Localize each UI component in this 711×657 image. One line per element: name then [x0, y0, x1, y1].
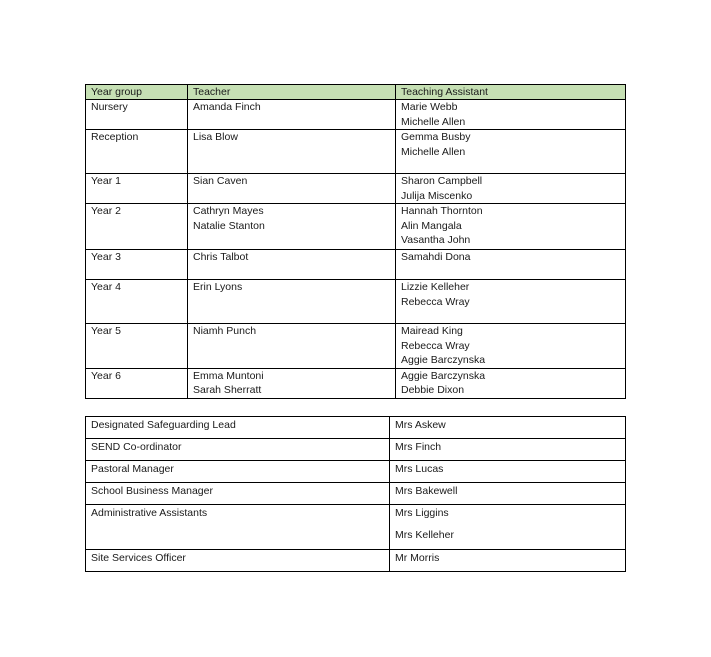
header-year-group: Year group	[86, 85, 188, 100]
teaching-assistant-name: Lizzie Kelleher	[401, 281, 470, 293]
teacher-cell	[188, 250, 396, 280]
teacher-cell	[188, 280, 396, 324]
role-cell	[86, 550, 390, 572]
year-group-cell	[86, 100, 188, 130]
teaching-assistant-name: Mairead King	[401, 325, 463, 337]
teaching-assistant-name: Samahdi Dona	[401, 251, 471, 263]
teaching-assistant-name: Marie Webb	[401, 101, 458, 113]
role-cell	[86, 505, 390, 550]
year-group-cell	[86, 324, 188, 369]
year-group-cell	[86, 204, 188, 250]
person-name: Mrs Lucas	[395, 463, 444, 475]
teaching-assistant-name: Michelle Allen	[401, 115, 466, 128]
year-group-cell	[86, 280, 188, 324]
teaching-assistant-name: Julija Miscenko	[401, 189, 473, 202]
person-name: Mrs Liggins	[395, 507, 449, 519]
staff-table	[85, 84, 626, 399]
role-cell	[86, 439, 390, 461]
staff-table-header	[86, 85, 626, 100]
table-row	[86, 100, 626, 130]
role-title: School Business Manager	[91, 485, 213, 497]
teaching-assistant-name: Alin Mangala	[401, 219, 462, 232]
teaching-assistant-name: Hannah Thornton	[401, 205, 483, 217]
year-group-cell	[86, 250, 188, 280]
teaching-assistant-cell	[396, 100, 626, 130]
teaching-assistant-cell	[396, 368, 626, 398]
role-title: Pastoral Manager	[91, 463, 174, 475]
header-teacher: Teacher	[188, 85, 396, 100]
table-row	[86, 204, 626, 250]
teacher-name: Erin Lyons	[193, 281, 243, 293]
year-group-cell	[86, 130, 188, 174]
teacher-name: Sarah Sherratt	[193, 384, 262, 396]
year-group: Year 3	[91, 251, 121, 263]
year-group: Year 4	[91, 281, 121, 293]
teaching-assistant-name: Rebecca Wray	[401, 295, 470, 308]
teaching-assistant-name: Michelle Allen	[401, 145, 466, 158]
teaching-assistant-cell	[396, 324, 626, 369]
teacher-name: Niamh Punch	[193, 325, 257, 337]
table-row	[86, 280, 626, 324]
teaching-assistant-name: Vasantha John	[401, 234, 471, 246]
table-row	[86, 461, 626, 483]
role-title: Site Services Officer	[91, 552, 186, 564]
table-row	[86, 550, 626, 572]
teaching-assistant-cell	[396, 204, 626, 250]
table-row	[86, 250, 626, 280]
teacher-name: Chris Talbot	[193, 251, 249, 263]
teacher-cell	[188, 204, 396, 250]
year-group: Year 6	[91, 369, 121, 382]
role-cell	[86, 461, 390, 483]
role-title: SEND Co-ordinator	[91, 441, 182, 453]
person-name: Mrs Finch	[395, 441, 442, 453]
person-cell	[390, 417, 626, 439]
year-group: Reception	[91, 131, 139, 143]
teaching-assistant-cell	[396, 280, 626, 324]
year-group-cell	[86, 368, 188, 398]
table-row	[86, 505, 626, 550]
teaching-assistant-cell	[396, 250, 626, 280]
header-teaching-assistant: Teaching Assistant	[396, 85, 626, 100]
table-row	[86, 324, 626, 369]
person-name: Mrs Kelleher	[395, 529, 454, 541]
teacher-cell	[188, 368, 396, 398]
teaching-assistant-name: Rebecca Wray	[401, 339, 470, 352]
teaching-assistant-name: Aggie Barczynska	[401, 354, 486, 366]
person-cell	[390, 505, 626, 550]
table-row	[86, 174, 626, 204]
year-group: Year 5	[91, 325, 121, 337]
roles-table	[85, 416, 626, 572]
teacher-name: Natalie Stanton	[193, 219, 265, 232]
teacher-cell	[188, 130, 396, 174]
year-group: Nursery	[91, 101, 128, 113]
table-row	[86, 368, 626, 398]
teacher-name: Cathryn Mayes	[193, 205, 264, 217]
teacher-name: Emma Muntoni	[193, 369, 264, 382]
teacher-name: Amanda Finch	[193, 101, 261, 113]
person-cell	[390, 439, 626, 461]
role-title: Administrative Assistants	[91, 507, 208, 519]
teacher-name: Lisa Blow	[193, 131, 238, 143]
role-cell	[86, 417, 390, 439]
teaching-assistant-name: Aggie Barczynska	[401, 369, 486, 382]
year-group: Year 2	[91, 205, 121, 217]
person-name: Mrs Askew	[395, 419, 446, 431]
person-name: Mr Morris	[395, 552, 440, 564]
teacher-cell	[188, 100, 396, 130]
year-group: Year 1	[91, 175, 121, 187]
teaching-assistant-name: Sharon Campbell	[401, 175, 483, 187]
person-cell	[390, 550, 626, 572]
person-cell	[390, 461, 626, 483]
teacher-cell	[188, 324, 396, 369]
person-name: Mrs Bakewell	[395, 485, 458, 497]
table-row	[86, 439, 626, 461]
role-title: Designated Safeguarding Lead	[91, 419, 236, 431]
teacher-cell	[188, 174, 396, 204]
teaching-assistant-cell	[396, 174, 626, 204]
teaching-assistant-name: Debbie Dixon	[401, 384, 465, 396]
table-row	[86, 417, 626, 439]
teaching-assistant-name: Gemma Busby	[401, 131, 471, 143]
table-row	[86, 130, 626, 174]
role-cell	[86, 483, 390, 505]
year-group-cell	[86, 174, 188, 204]
teacher-name: Sian Caven	[193, 175, 248, 187]
teaching-assistant-cell	[396, 130, 626, 174]
